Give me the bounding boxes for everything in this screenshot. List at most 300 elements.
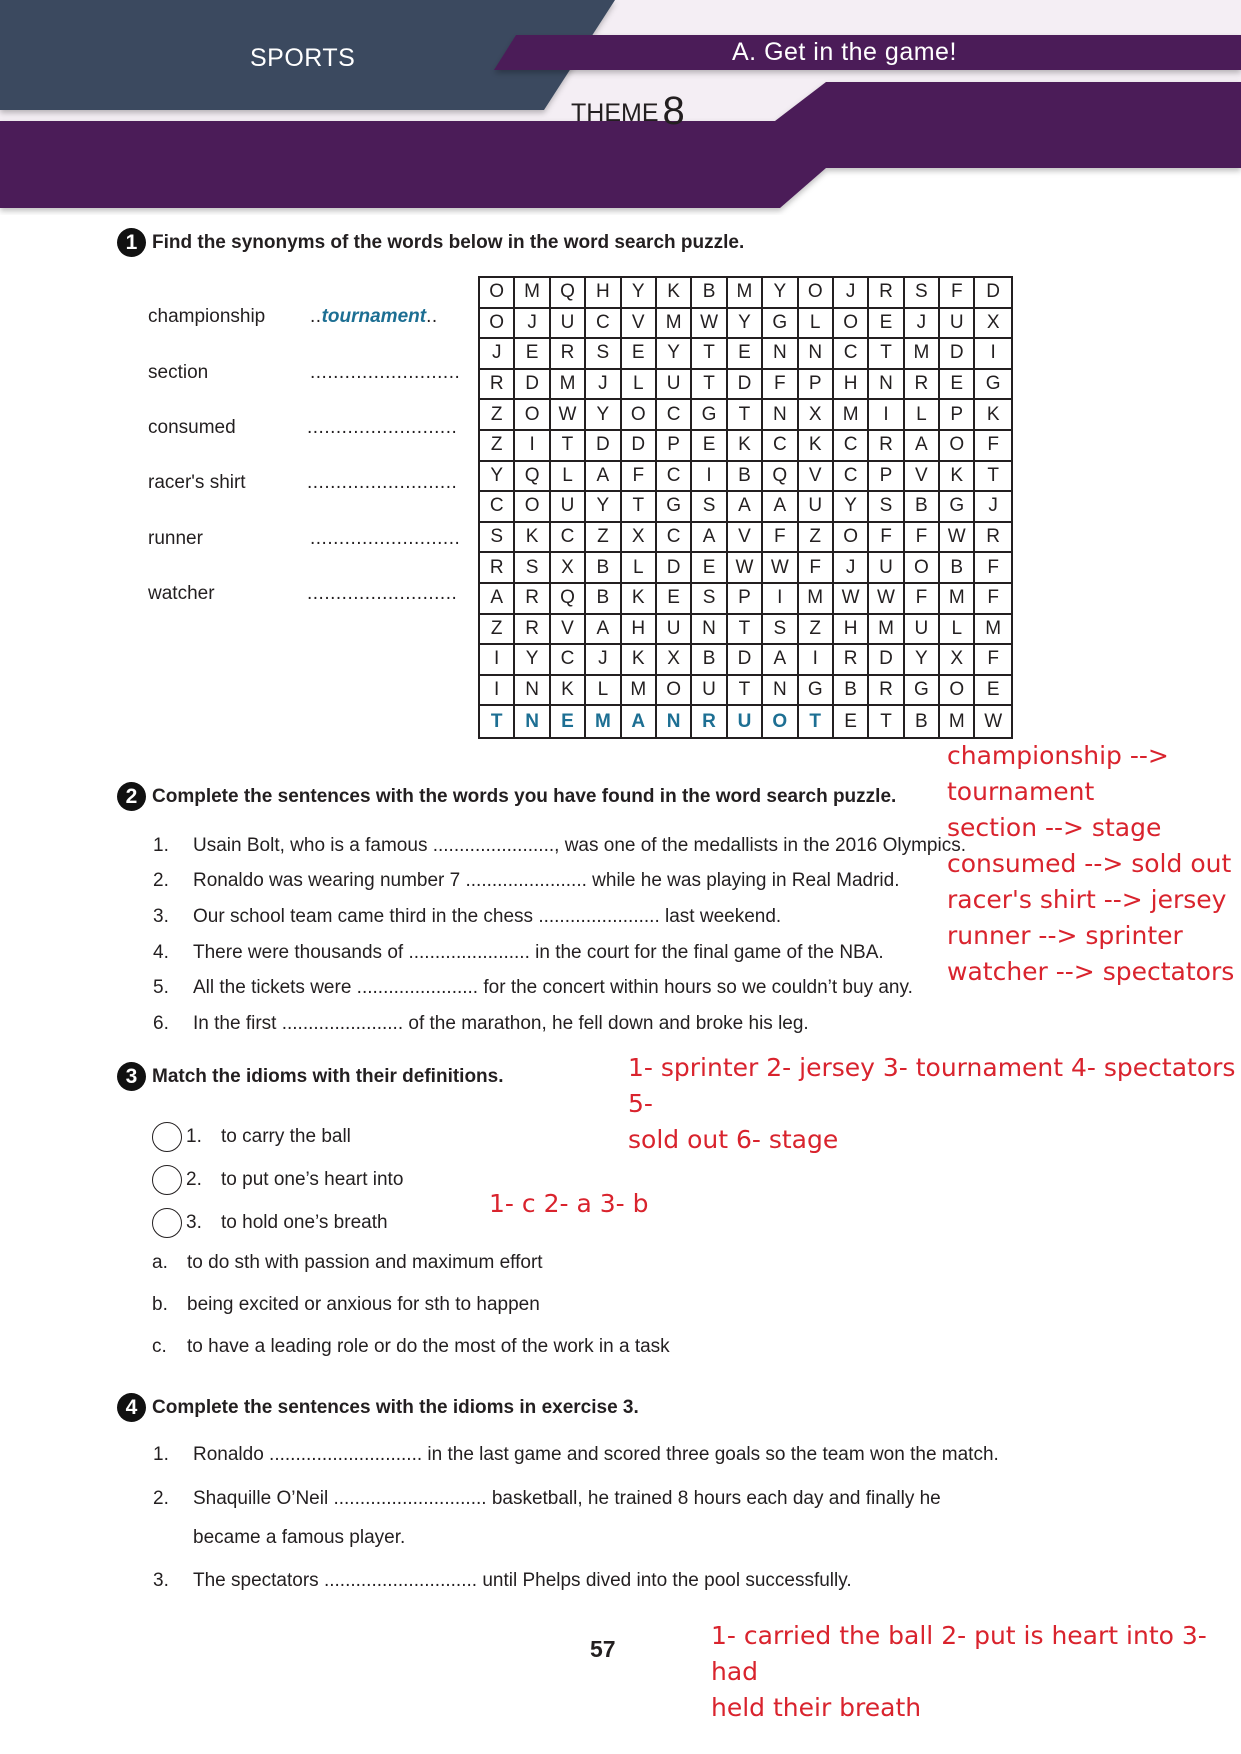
answer-circle[interactable] xyxy=(152,1122,182,1152)
sentence-item xyxy=(153,870,900,892)
grid-cell[interactable]: N xyxy=(763,339,798,370)
grid-cell[interactable]: N xyxy=(657,706,692,737)
annotation-line: section --> stage xyxy=(947,813,1162,842)
grid-cell[interactable]: A xyxy=(905,431,940,462)
grid-cell[interactable]: E xyxy=(657,584,692,615)
grid-cell[interactable]: R xyxy=(869,431,904,462)
grid-cell[interactable]: K xyxy=(728,431,763,462)
exercise-1-heading xyxy=(117,228,744,257)
filled-answer: tournament xyxy=(321,306,427,327)
grid-cell[interactable]: R xyxy=(515,615,550,646)
grid-cell[interactable]: S xyxy=(586,339,621,370)
grid-cell[interactable]: I xyxy=(480,645,515,676)
grid-cell[interactable]: D xyxy=(869,645,904,676)
grid-cell[interactable]: W xyxy=(551,400,586,431)
grid-cell[interactable]: H xyxy=(586,278,621,309)
grid-cell[interactable]: L xyxy=(586,676,621,707)
item-number: 3. xyxy=(153,906,169,927)
grid-cell[interactable]: A xyxy=(586,462,621,493)
grid-cell[interactable]: I xyxy=(763,584,798,615)
grid-cell[interactable]: T xyxy=(799,706,834,737)
grid-cell[interactable]: C xyxy=(657,462,692,493)
annotation-ex2-answers xyxy=(628,1050,1241,1158)
grid-cell[interactable]: G xyxy=(657,492,692,523)
grid-cell[interactable]: N xyxy=(869,370,904,401)
grid-cell[interactable]: I xyxy=(869,400,904,431)
grid-cell[interactable]: H xyxy=(622,615,657,646)
grid-cell[interactable]: W xyxy=(728,553,763,584)
grid-cell[interactable]: J xyxy=(834,278,869,309)
grid-cell[interactable]: Y xyxy=(480,462,515,493)
grid-cell[interactable]: Y xyxy=(763,278,798,309)
exercise-4-heading xyxy=(117,1393,639,1422)
annotation-line: tournament xyxy=(947,777,1095,806)
grid-cell[interactable]: Y xyxy=(905,645,940,676)
item-number: 5. xyxy=(153,977,169,998)
grid-cell[interactable]: B xyxy=(834,676,869,707)
grid-cell[interactable]: U xyxy=(551,492,586,523)
grid-cell[interactable]: V xyxy=(799,462,834,493)
synonym-word: consumed xyxy=(148,417,236,438)
grid-cell[interactable]: A xyxy=(763,492,798,523)
grid-cell[interactable]: K xyxy=(622,584,657,615)
grid-cell[interactable]: N xyxy=(799,339,834,370)
grid-cell[interactable]: U xyxy=(905,615,940,646)
annotation-line: consumed --> sold out xyxy=(947,849,1232,878)
grid-cell[interactable]: O xyxy=(940,676,975,707)
grid-cell[interactable]: C xyxy=(480,492,515,523)
grid-cell[interactable]: V xyxy=(551,615,586,646)
grid-cell[interactable]: Y xyxy=(834,492,869,523)
synonym-word: racer's shirt xyxy=(148,472,246,493)
grid-cell[interactable]: D xyxy=(728,370,763,401)
grid-cell[interactable]: U xyxy=(657,370,692,401)
grid-cell[interactable]: R xyxy=(869,278,904,309)
grid-cell[interactable]: O xyxy=(940,431,975,462)
grid-cell[interactable]: M xyxy=(869,615,904,646)
grid-cell[interactable]: F xyxy=(799,553,834,584)
grid-cell[interactable]: G xyxy=(975,370,1010,401)
grid-cell[interactable]: M xyxy=(586,706,621,737)
grid-cell[interactable]: X xyxy=(799,400,834,431)
grid-cell[interactable]: C xyxy=(551,645,586,676)
grid-cell[interactable]: E xyxy=(692,431,727,462)
grid-cell[interactable]: A xyxy=(728,492,763,523)
grid-cell[interactable]: R xyxy=(480,553,515,584)
grid-cell[interactable]: E xyxy=(940,370,975,401)
definition-item xyxy=(152,1252,543,1274)
grid-cell[interactable]: Z xyxy=(480,400,515,431)
exercise-instruction: Complete the sentences with the idioms in exercise 3. xyxy=(152,1396,639,1418)
sentence-item xyxy=(153,942,884,964)
grid-cell[interactable]: Q xyxy=(551,278,586,309)
grid-cell[interactable]: M xyxy=(728,278,763,309)
grid-cell[interactable]: B xyxy=(940,553,975,584)
theme-text: THEME xyxy=(571,99,659,127)
item-number: 1. xyxy=(186,1126,202,1147)
grid-cell[interactable]: R xyxy=(515,584,550,615)
grid-cell[interactable]: B xyxy=(692,645,727,676)
grid-cell[interactable]: H xyxy=(834,615,869,646)
grid-cell[interactable]: R xyxy=(551,339,586,370)
item-number: 4. xyxy=(153,942,169,963)
grid-cell[interactable]: T xyxy=(869,706,904,737)
item-number: 2. xyxy=(186,1169,202,1190)
grid-cell[interactable]: L xyxy=(940,615,975,646)
grid-cell[interactable]: T xyxy=(551,431,586,462)
idiom-text: to carry the ball xyxy=(221,1126,351,1147)
grid-cell[interactable]: G xyxy=(905,676,940,707)
grid-cell[interactable]: I xyxy=(692,462,727,493)
grid-cell[interactable]: P xyxy=(728,584,763,615)
grid-cell[interactable]: Z xyxy=(799,523,834,554)
sentence-text: In the first ....................... of the marathon, he fell down and broke his leg. xyxy=(193,1013,809,1034)
item-letter: b. xyxy=(152,1294,168,1315)
grid-cell[interactable]: M xyxy=(622,676,657,707)
synonym-answer-field[interactable]: .......................... xyxy=(307,417,458,438)
grid-cell[interactable]: M xyxy=(834,400,869,431)
grid-cell[interactable]: N xyxy=(692,615,727,646)
grid-cell[interactable]: J xyxy=(586,645,621,676)
grid-cell[interactable]: B xyxy=(905,492,940,523)
grid-cell[interactable]: Y xyxy=(586,400,621,431)
grid-cell[interactable]: C xyxy=(586,309,621,340)
annotation-line: watcher --> spectators xyxy=(947,957,1235,986)
grid-cell[interactable]: T xyxy=(869,339,904,370)
grid-cell[interactable]: E xyxy=(551,706,586,737)
sentence-item xyxy=(153,906,781,928)
synonym-answer-field[interactable] xyxy=(310,306,438,328)
sentence-text: Shaquille O’Neil ............................. basketball, he trained 8 hours each day and finally he xyxy=(193,1488,941,1509)
grid-cell[interactable]: X xyxy=(940,645,975,676)
grid-cell[interactable]: Y xyxy=(728,309,763,340)
grid-cell[interactable]: A xyxy=(480,584,515,615)
exercise-instruction: Complete the sentences with the words you have found in the word search puzzle. xyxy=(152,785,897,807)
grid-cell[interactable]: K xyxy=(975,400,1010,431)
grid-cell[interactable]: U xyxy=(692,676,727,707)
answer-circle[interactable] xyxy=(152,1165,182,1195)
grid-cell[interactable]: Y xyxy=(622,278,657,309)
sentence-continuation xyxy=(153,1527,405,1549)
grid-cell[interactable]: J xyxy=(905,309,940,340)
grid-cell[interactable]: G xyxy=(799,676,834,707)
grid-cell[interactable]: Q xyxy=(763,462,798,493)
exercise-number-badge: 2 xyxy=(117,782,146,811)
grid-cell[interactable]: M xyxy=(905,339,940,370)
synonym-answer-field[interactable]: .......................... xyxy=(310,528,461,549)
item-number: 2. xyxy=(153,1488,169,1509)
grid-cell[interactable]: T xyxy=(692,370,727,401)
exercise-2-heading xyxy=(117,782,896,811)
annotation-line: racer's shirt --> jersey xyxy=(947,885,1227,914)
grid-cell[interactable]: K xyxy=(657,278,692,309)
grid-cell[interactable]: S xyxy=(869,492,904,523)
grid-cell[interactable]: P xyxy=(799,370,834,401)
definition-item xyxy=(152,1294,540,1316)
grid-cell[interactable]: C xyxy=(834,431,869,462)
grid-cell[interactable]: V xyxy=(728,523,763,554)
grid-cell[interactable]: L xyxy=(551,462,586,493)
grid-cell[interactable]: E xyxy=(692,553,727,584)
item-number: 6. xyxy=(153,1013,169,1034)
grid-cell[interactable]: V xyxy=(905,462,940,493)
grid-cell[interactable]: O xyxy=(515,492,550,523)
grid-cell[interactable]: W xyxy=(834,584,869,615)
grid-cell[interactable]: P xyxy=(940,400,975,431)
grid-cell[interactable]: M xyxy=(515,278,550,309)
grid-cell[interactable]: B xyxy=(905,706,940,737)
dots: .. xyxy=(426,306,438,327)
sentence-text: All the tickets were ....................... for the concert within hours so we couldn’t buy any. xyxy=(193,977,913,998)
grid-cell[interactable]: T xyxy=(728,676,763,707)
grid-cell[interactable]: M xyxy=(551,370,586,401)
grid-cell[interactable]: U xyxy=(869,553,904,584)
grid-cell[interactable]: Y xyxy=(657,339,692,370)
grid-cell[interactable]: Z xyxy=(480,615,515,646)
grid-cell[interactable]: X xyxy=(551,553,586,584)
grid-cell[interactable]: D xyxy=(515,370,550,401)
grid-cell[interactable]: G xyxy=(692,400,727,431)
grid-cell[interactable]: F xyxy=(975,645,1010,676)
grid-cell[interactable]: C xyxy=(551,523,586,554)
grid-cell[interactable]: M xyxy=(657,309,692,340)
grid-cell[interactable]: X xyxy=(622,523,657,554)
grid-cell[interactable]: K xyxy=(622,645,657,676)
grid-cell[interactable]: O xyxy=(480,278,515,309)
grid-cell[interactable]: I xyxy=(515,431,550,462)
grid-cell[interactable]: J xyxy=(515,309,550,340)
grid-cell[interactable]: F xyxy=(905,523,940,554)
idiom-text: to hold one’s breath xyxy=(221,1212,388,1233)
grid-cell[interactable]: U xyxy=(657,615,692,646)
grid-cell[interactable]: I xyxy=(480,676,515,707)
sentence-item xyxy=(153,1444,999,1466)
synonym-answer-field[interactable]: .......................... xyxy=(307,583,458,604)
grid-cell[interactable]: P xyxy=(869,462,904,493)
grid-cell[interactable]: O xyxy=(622,400,657,431)
grid-cell[interactable]: T xyxy=(728,400,763,431)
grid-cell[interactable]: D xyxy=(728,645,763,676)
grid-cell[interactable]: J xyxy=(586,370,621,401)
grid-cell[interactable]: T xyxy=(975,462,1010,493)
grid-cell[interactable]: F xyxy=(940,278,975,309)
definition-text: to have a leading role or do the most of the work in a task xyxy=(187,1336,670,1357)
grid-cell[interactable]: N xyxy=(763,400,798,431)
grid-cell[interactable]: B xyxy=(586,584,621,615)
definition-text: to do sth with passion and maximum effort xyxy=(187,1252,543,1273)
grid-cell[interactable]: O xyxy=(905,553,940,584)
sentence-text: Ronaldo ............................. in the last game and scored three goals so the team won the match. xyxy=(193,1444,999,1465)
grid-cell[interactable]: G xyxy=(940,492,975,523)
grid-cell[interactable]: I xyxy=(975,339,1010,370)
grid-cell[interactable]: J xyxy=(480,339,515,370)
sentence-item xyxy=(153,1488,941,1510)
sentence-text: Our school team came third in the chess ....................... last weekend. xyxy=(193,906,782,927)
grid-cell[interactable]: J xyxy=(975,492,1010,523)
grid-cell[interactable]: U xyxy=(728,706,763,737)
grid-cell[interactable]: K xyxy=(515,523,550,554)
grid-cell[interactable]: N xyxy=(515,706,550,737)
sentence-item xyxy=(153,835,966,857)
sentence-text: became a famous player. xyxy=(193,1527,406,1548)
grid-cell[interactable]: R xyxy=(834,645,869,676)
grid-cell[interactable]: C xyxy=(763,431,798,462)
grid-cell[interactable]: L xyxy=(905,400,940,431)
grid-cell[interactable]: O xyxy=(657,676,692,707)
grid-cell[interactable]: Q xyxy=(551,584,586,615)
grid-cell[interactable]: L xyxy=(622,553,657,584)
annotation-line: held their breath xyxy=(711,1693,922,1722)
synonym-answer-field[interactable]: .......................... xyxy=(310,362,461,383)
grid-cell[interactable]: C xyxy=(657,523,692,554)
grid-cell[interactable]: F xyxy=(975,584,1010,615)
grid-cell[interactable]: P xyxy=(657,431,692,462)
grid-cell[interactable]: X xyxy=(657,645,692,676)
grid-cell[interactable]: R xyxy=(975,523,1010,554)
grid-cell[interactable]: L xyxy=(622,370,657,401)
exercise-number-badge: 3 xyxy=(117,1062,146,1091)
grid-cell[interactable]: C xyxy=(834,462,869,493)
word-search-grid[interactable] xyxy=(478,276,1013,739)
grid-cell[interactable]: G xyxy=(763,309,798,340)
grid-cell[interactable]: O xyxy=(834,523,869,554)
grid-cell[interactable]: B xyxy=(728,462,763,493)
grid-cell[interactable]: T xyxy=(692,339,727,370)
grid-cell[interactable]: O xyxy=(515,400,550,431)
sentence-item xyxy=(153,977,913,999)
grid-cell[interactable]: A xyxy=(586,615,621,646)
grid-cell[interactable]: D xyxy=(622,431,657,462)
grid-cell[interactable]: A xyxy=(692,523,727,554)
grid-cell[interactable]: Z xyxy=(480,431,515,462)
grid-cell[interactable]: Q xyxy=(515,462,550,493)
grid-cell[interactable]: W xyxy=(869,584,904,615)
synonym-word: runner xyxy=(148,528,203,549)
grid-cell[interactable]: W xyxy=(692,309,727,340)
grid-cell[interactable]: F xyxy=(763,523,798,554)
synonym-answer-field[interactable]: .......................... xyxy=(307,472,458,493)
grid-cell[interactable]: Z xyxy=(799,615,834,646)
grid-cell[interactable]: B xyxy=(692,278,727,309)
grid-cell[interactable]: E xyxy=(622,339,657,370)
grid-cell[interactable]: H xyxy=(834,370,869,401)
grid-cell[interactable]: T xyxy=(728,615,763,646)
grid-cell[interactable]: D xyxy=(657,553,692,584)
synonym-word: section xyxy=(148,362,209,383)
grid-cell[interactable]: T xyxy=(622,492,657,523)
grid-cell[interactable]: L xyxy=(799,309,834,340)
sentence-text: Ronaldo was wearing number 7 ....................... while he was playing in Real Madrid. xyxy=(193,870,900,891)
grid-cell[interactable]: E xyxy=(728,339,763,370)
grid-cell[interactable]: N xyxy=(515,676,550,707)
lesson-title: A. Get in the game! xyxy=(732,38,957,66)
item-number: 1. xyxy=(153,1444,169,1465)
grid-cell[interactable]: S xyxy=(515,553,550,584)
grid-cell[interactable]: W xyxy=(984,710,1003,732)
grid-cell[interactable]: Y xyxy=(586,492,621,523)
annotation-line: runner --> sprinter xyxy=(947,921,1183,950)
synonym-word: watcher xyxy=(148,583,215,604)
grid-cell[interactable]: W xyxy=(940,523,975,554)
grid-cell[interactable]: U xyxy=(551,309,586,340)
grid-cell[interactable]: Y xyxy=(515,645,550,676)
grid-cell[interactable]: S xyxy=(905,278,940,309)
grid-cell[interactable]: M xyxy=(975,615,1010,646)
grid-cell[interactable]: T xyxy=(480,706,515,737)
grid-cell[interactable]: R xyxy=(692,706,727,737)
exercise-instruction: Find the synonyms of the words below in the word search puzzle. xyxy=(152,231,745,253)
grid-cell[interactable]: F xyxy=(763,370,798,401)
grid-cell[interactable]: B xyxy=(586,553,621,584)
grid-cell[interactable]: J xyxy=(834,553,869,584)
definition-text: being excited or anxious for sth to happen xyxy=(187,1294,540,1315)
grid-cell[interactable]: R xyxy=(480,370,515,401)
grid-cell[interactable]: F xyxy=(622,462,657,493)
grid-cell[interactable]: N xyxy=(763,676,798,707)
sentence-item xyxy=(153,1570,852,1592)
item-letter: a. xyxy=(152,1252,168,1273)
grid-cell[interactable]: K xyxy=(799,431,834,462)
grid-cell[interactable]: D xyxy=(586,431,621,462)
grid-cell[interactable]: S xyxy=(692,492,727,523)
page-number: 57 xyxy=(590,1636,616,1662)
grid-cell[interactable]: O xyxy=(480,309,515,340)
dots: .. xyxy=(310,306,322,327)
grid-cell[interactable]: F xyxy=(975,431,1010,462)
grid-cell[interactable]: O xyxy=(799,278,834,309)
grid-cell[interactable]: O xyxy=(763,706,798,737)
grid-cell[interactable]: F xyxy=(905,584,940,615)
grid-cell[interactable]: E xyxy=(975,676,1010,707)
grid-cell[interactable]: I xyxy=(799,645,834,676)
grid-cell[interactable]: S xyxy=(692,584,727,615)
answer-circle[interactable] xyxy=(152,1208,182,1238)
grid-cell[interactable]: C xyxy=(657,400,692,431)
exercise-number-badge: 1 xyxy=(117,228,146,257)
idiom-item xyxy=(152,1122,351,1152)
grid-cell[interactable]: A xyxy=(622,706,657,737)
grid-cell[interactable]: K xyxy=(551,676,586,707)
grid-cell[interactable]: U xyxy=(940,309,975,340)
grid-cell[interactable]: D xyxy=(940,339,975,370)
grid-cell[interactable]: F xyxy=(869,523,904,554)
grid-cell[interactable]: E xyxy=(515,339,550,370)
idiom-item xyxy=(152,1208,388,1238)
grid-cell[interactable]: R xyxy=(905,370,940,401)
grid-cell[interactable]: O xyxy=(834,309,869,340)
grid-cell[interactable]: D xyxy=(975,278,1010,309)
grid-cell[interactable]: M xyxy=(940,584,975,615)
grid-cell[interactable]: A xyxy=(763,645,798,676)
sentence-text: The spectators ............................. until Phelps dived into the pool successfully. xyxy=(193,1570,852,1591)
grid-cell[interactable]: S xyxy=(763,615,798,646)
grid-cell[interactable]: U xyxy=(799,492,834,523)
grid-cell[interactable]: W xyxy=(763,553,798,584)
grid-cell[interactable]: E xyxy=(869,309,904,340)
grid-cell[interactable]: K xyxy=(940,462,975,493)
theme-number: 8 xyxy=(662,89,685,133)
grid-cell[interactable]: M xyxy=(940,706,975,737)
grid-cell[interactable]: M xyxy=(799,584,834,615)
grid-cell[interactable]: F xyxy=(975,553,1010,584)
grid-cell[interactable]: R xyxy=(869,676,904,707)
grid-cell[interactable]: V xyxy=(622,309,657,340)
grid-cell[interactable]: X xyxy=(975,309,1010,340)
grid-cell[interactable]: Z xyxy=(586,523,621,554)
grid-cell[interactable]: S xyxy=(480,523,515,554)
grid-cell[interactable]: E xyxy=(834,706,869,737)
grid-cell[interactable]: C xyxy=(834,339,869,370)
